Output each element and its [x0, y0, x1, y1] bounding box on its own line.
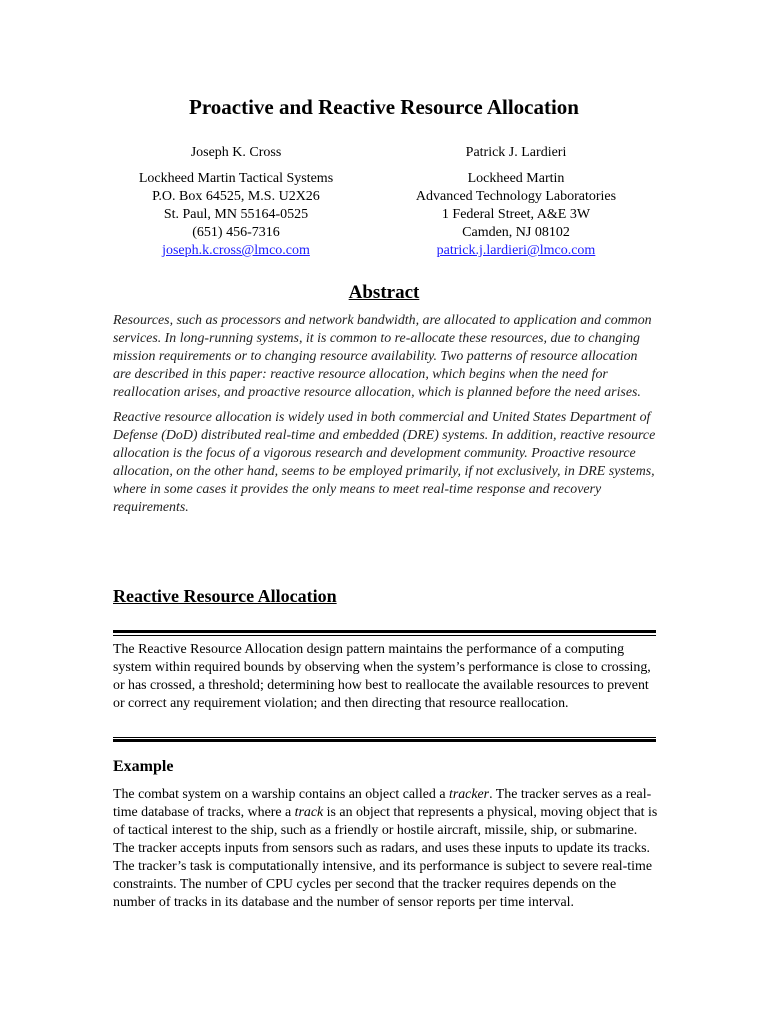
author-affiliation-line: Advanced Technology Laboratories — [415, 189, 617, 204]
intent-paragraph: The Reactive Resource Allocation design pattern maintains the performance of a computing system within required bounds by observing when the system’s performance is close to crossing, or has crossed, a threshold; determining how best to reallocate the available resources to prevent or correct any requirement violation; and then directing that resource reallocation. — [113, 642, 651, 711]
divider-rule — [113, 635, 656, 636]
divider-rule — [113, 739, 656, 742]
italic-term: tracker — [448, 787, 490, 802]
author-block-1 — [86, 144, 386, 260]
abstract-body — [113, 312, 658, 524]
author-affiliation-line: St. Paul, MN 55164-0525 — [163, 207, 309, 222]
italic-term: track — [294, 805, 324, 820]
example-body — [113, 786, 658, 912]
author-affiliation-line: Lockheed Martin — [467, 171, 565, 186]
abstract-heading: Abstract — [348, 282, 420, 303]
example-heading: Example — [113, 758, 174, 775]
example-text-segment: is an object that represents a physical, moving object that is of tactical interest to the ship, such as a friendly or hostile aircraft, missile, ship, or submarine. The tracker accepts inputs from sensors such as radars, and uses these inputs to update its tracks. The tracker’s task is computationally intensive, and its performance is subject to severe real-time constraints. The number of CPU cycles per second that the tracker requires depends on the number of tracks in its database and the number of sensor reports per time interval. — [113, 805, 658, 910]
section-heading: Reactive Resource Allocation — [113, 586, 337, 606]
author-affiliation-line: Camden, NJ 08102 — [462, 225, 570, 240]
example-text-segment: The combat system on a warship contains an object called a — [113, 787, 449, 802]
abstract-paragraph: Reactive resource allocation is widely used in both commercial and United States Department of Defense (DoD) distributed real-time and embedded (DRE) systems. In addition, reactive resource allocation is the focus of a vigorous research and development community. Proactive resource allocation, on the other hand, seems to be employed primarily, if not exclusively, in DRE systems, where in some cases it provides the only means to meet real-time response and recovery requirements. — [113, 410, 656, 515]
author-affiliation-line: Lockheed Martin Tactical Systems — [138, 171, 334, 186]
abstract-paragraph: Resources, such as processors and network bandwidth, are allocated to application and common services. In long-running systems, it is common to re-allocate these resources, due to changing mission requirements or to changing resource availability. Two patterns of resource allocation are described in this paper: reactive resource allocation, which begins when the need for reallocation arises, and proactive resource allocation, which is planned before the need arises. — [113, 313, 652, 400]
divider-rule — [113, 737, 656, 738]
author-affiliation-line: P.O. Box 64525, M.S. U2X26 — [152, 189, 320, 204]
divider-rule — [113, 630, 656, 633]
author-email-link[interactable]: patrick.j.lardieri@lmco.com — [436, 243, 596, 258]
paper-title: Proactive and Reactive Resource Allocation — [189, 95, 579, 119]
author-email-link[interactable]: joseph.k.cross@lmco.com — [162, 243, 310, 258]
author-name: Joseph K. Cross — [190, 145, 282, 160]
author-affiliation-line: (651) 456-7316 — [192, 225, 280, 240]
author-name: Patrick J. Lardieri — [465, 145, 567, 160]
example-text-segment: . The tracker serves as a real-time database of tracks, where a — [113, 787, 652, 820]
example-paragraph — [113, 786, 658, 912]
pattern-intent — [113, 641, 658, 713]
author-affiliation-line: 1 Federal Street, A&E 3W — [441, 207, 591, 222]
author-block-2 — [366, 144, 666, 260]
